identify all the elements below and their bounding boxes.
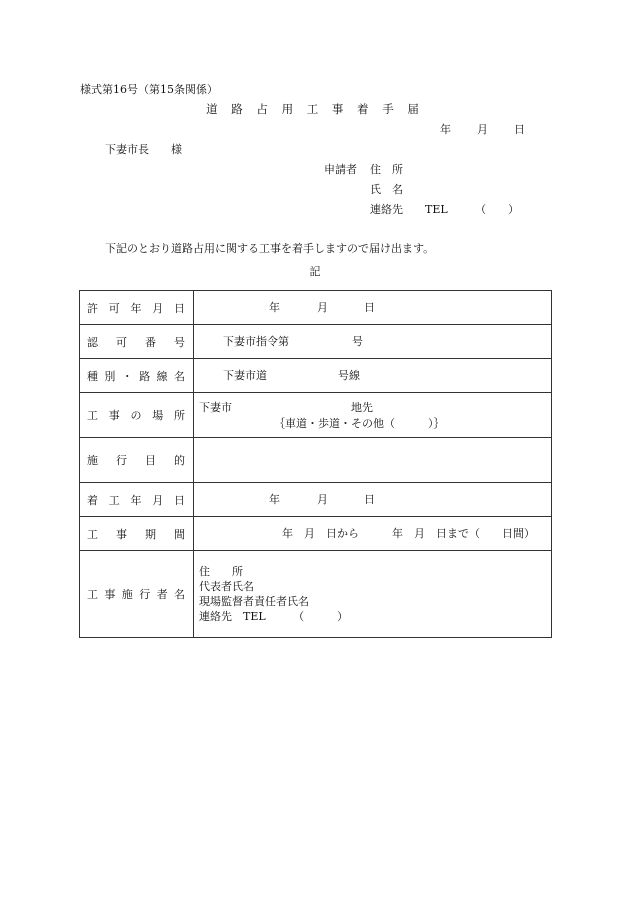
applicant-address-label: 住 所: [370, 163, 403, 176]
period-text: 年 月 日から 年 月 日まで（ 日間）: [282, 527, 535, 540]
applicant-contact-label: 連絡先 TEL （ ）: [370, 203, 520, 216]
permit-number-field[interactable]: [194, 325, 552, 359]
date-line: [440, 124, 525, 135]
location-category: ｛車道・歩道・その他（ ）｝: [274, 417, 445, 430]
permit-number-suffix: 号: [352, 335, 363, 348]
date-year: 年: [440, 123, 451, 136]
location-city: 下妻市: [199, 401, 232, 414]
row-contractor: [80, 551, 552, 638]
row-start-date: [80, 483, 552, 517]
addressee: 下妻市長 様: [105, 143, 182, 156]
row-permit-date: [80, 291, 552, 325]
route-suffix: 号線: [338, 369, 360, 382]
start-date-year: 年: [269, 493, 280, 506]
permit-date-month: 月: [317, 301, 328, 314]
permit-date-day: 日: [364, 301, 375, 314]
contractor-contact: 連絡先 TEL （ ）: [199, 610, 349, 623]
purpose-label: 施行目的: [80, 438, 194, 483]
start-date-field[interactable]: [194, 483, 552, 517]
route-prefix: 下妻市道: [223, 369, 267, 382]
permit-number-prefix: 下妻市指令第: [223, 335, 289, 348]
contractor-representative: 代表者氏名: [199, 580, 254, 593]
form-table: [79, 290, 552, 638]
applicant-name-label: 氏 名: [370, 183, 403, 196]
start-date-day: 日: [364, 493, 375, 506]
location-label: 工事の場所: [80, 393, 194, 438]
permit-date-label: 許可年月日: [80, 291, 194, 325]
location-chisaki: 地先: [351, 401, 373, 414]
row-route: [80, 359, 552, 393]
contractor-supervisor: 現場監督者責任者氏名: [199, 595, 309, 608]
contractor-field[interactable]: [194, 551, 552, 638]
route-field[interactable]: [194, 359, 552, 393]
form-number: 様式第16号（第15条関係）: [80, 83, 218, 96]
route-label: 種別・路線名: [80, 359, 194, 393]
start-date-month: 月: [317, 493, 328, 506]
period-label: 工事期間: [80, 517, 194, 551]
date-day: 日: [514, 123, 525, 136]
permit-number-label: 認可番号: [80, 325, 194, 359]
intro-text: 下記のとおり道路占用に関する工事を着手しますので届け出ます。: [105, 242, 435, 255]
row-location: [80, 393, 552, 438]
contractor-address: 住 所: [199, 565, 243, 578]
row-purpose: [80, 438, 552, 483]
ki-heading: 記: [309, 265, 321, 278]
period-field[interactable]: [194, 517, 552, 551]
start-date-label: 着工年月日: [80, 483, 194, 517]
permit-date-year: 年: [269, 301, 280, 314]
date-month: 月: [477, 123, 488, 136]
page-title: 道 路 占 用 工 事 着 手 届: [206, 102, 424, 116]
row-permit-number: [80, 325, 552, 359]
applicant-label: 申請者: [324, 163, 357, 176]
row-period: [80, 517, 552, 551]
purpose-field[interactable]: [194, 438, 552, 483]
contractor-label: 工事施行者名: [80, 551, 194, 638]
permit-date-field[interactable]: [194, 291, 552, 325]
location-field[interactable]: [194, 393, 552, 438]
